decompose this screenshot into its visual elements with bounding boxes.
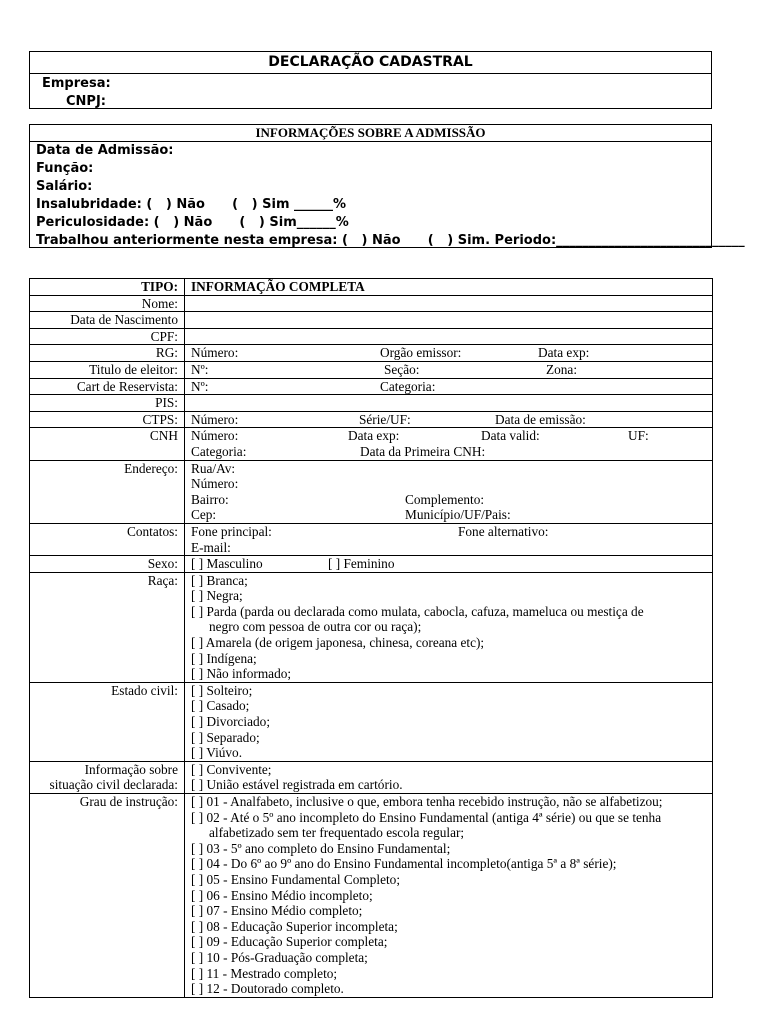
ctps-number-label: Número: bbox=[191, 411, 239, 427]
race-option-brown[interactable]: [ ] Parda (parda ou declarada como mulata, cabocla, cafuza, mameluca ou mestiça de bbox=[191, 603, 644, 619]
reservist-label: Cart de Reservista: bbox=[30, 378, 185, 395]
sex-label: Sexo: bbox=[30, 556, 185, 573]
pis-label: PIS: bbox=[30, 395, 185, 412]
civil-situation-label-line2: situação civil declarada: bbox=[49, 777, 178, 793]
rg-number-label: Número: bbox=[191, 345, 239, 361]
ctps-field[interactable] bbox=[185, 411, 713, 428]
address-field[interactable] bbox=[185, 460, 713, 523]
civil-situation-field bbox=[185, 761, 713, 793]
voter-title-label: Titulo de eleitor: bbox=[30, 361, 185, 378]
male-checkbox[interactable]: [ ] Masculino bbox=[191, 556, 263, 572]
civil-option-separated[interactable]: [ ] Separado; bbox=[191, 729, 260, 745]
race-option-not-informed[interactable]: [ ] Não informado; bbox=[191, 666, 292, 682]
ctps-issue-date-label: Data de emissão: bbox=[495, 411, 586, 427]
admission-date-line: Data de Admissão: bbox=[36, 143, 174, 158]
previous-employment-line: Trabalhou anteriormente nesta empresa: ( ) Não ( ) Sim. Periodo:_____________________________ bbox=[36, 233, 745, 248]
situation-option-cohabitant[interactable]: [ ] Convivente; bbox=[191, 761, 272, 777]
education-option-12[interactable]: [ ] 12 - Doutorado completo. bbox=[191, 981, 344, 997]
zip-label: Cep: bbox=[191, 507, 217, 523]
main-phone-label: Fone principal: bbox=[191, 523, 272, 539]
table-row bbox=[30, 411, 713, 428]
type-header: TIPO: bbox=[30, 279, 185, 296]
admission-title: INFORMAÇÕES SOBRE A ADMISSÃO bbox=[30, 125, 711, 142]
document-title: DECLARAÇÃO CADASTRAL bbox=[30, 52, 711, 74]
table-row bbox=[30, 523, 713, 555]
education-option-05[interactable]: [ ] 05 - Ensino Fundamental Completo; bbox=[191, 871, 401, 887]
race-field bbox=[185, 572, 713, 682]
education-option-04[interactable]: [ ] 04 - Do 6º ao 9º ano do Ensino Fundamental incompleto(antiga 5ª a 8ª série); bbox=[191, 856, 617, 872]
contacts-field[interactable] bbox=[185, 523, 713, 555]
sex-field bbox=[185, 556, 713, 573]
alt-phone-label: Fone alternativo: bbox=[458, 523, 549, 539]
insalubrity-line: Insalubridade: ( ) Não ( ) Sim ______% bbox=[36, 197, 347, 212]
email-label: E-mail: bbox=[191, 539, 231, 555]
reservist-field[interactable] bbox=[185, 378, 713, 395]
education-option-02[interactable]: [ ] 02 - Até o 5º ano incompleto do Ensino Fundamental (antiga 4ª série) ou que se tenha bbox=[191, 809, 662, 825]
cnh-label: CNH bbox=[30, 428, 185, 460]
street-label: Rua/Av: bbox=[191, 460, 236, 476]
civil-option-single[interactable]: [ ] Solteiro; bbox=[191, 682, 253, 698]
voter-section-label: Seção: bbox=[384, 361, 420, 377]
civil-situation-label-line1: Informação sobre bbox=[84, 761, 178, 777]
table-row bbox=[30, 761, 713, 793]
table-row bbox=[30, 794, 713, 998]
nome-label: Nome: bbox=[30, 295, 185, 312]
civil-status-label: Estado civil: bbox=[30, 682, 185, 761]
city-label: Município/UF/Pais: bbox=[405, 507, 511, 523]
cpf-field[interactable] bbox=[185, 328, 713, 345]
contacts-label: Contatos: bbox=[30, 523, 185, 555]
reservist-number-label: Nº: bbox=[191, 378, 209, 394]
company-header-box bbox=[29, 51, 712, 109]
address-number-label: Número: bbox=[191, 476, 239, 492]
education-option-09[interactable]: [ ] 09 - Educação Superior completa; bbox=[191, 934, 388, 950]
admission-info-box bbox=[29, 124, 745, 248]
education-option-03[interactable]: [ ] 03 - 5º ano completo do Ensino Fundamental; bbox=[191, 840, 451, 856]
civil-option-married[interactable]: [ ] Casado; bbox=[191, 698, 250, 714]
info-header: INFORMAÇÃO COMPLETA bbox=[185, 279, 713, 296]
table-row bbox=[30, 345, 713, 362]
education-option-10[interactable]: [ ] 10 - Pós-Graduação completa; bbox=[191, 949, 368, 965]
education-option-06[interactable]: [ ] 06 - Ensino Médio incompleto; bbox=[191, 887, 373, 903]
voter-number-label: Nº: bbox=[191, 361, 209, 377]
race-option-indigenous[interactable]: [ ] Indígena; bbox=[191, 650, 257, 666]
education-label: Grau de instrução: bbox=[30, 794, 185, 998]
personal-info-table bbox=[29, 278, 713, 998]
education-option-07[interactable]: [ ] 07 - Ensino Médio completo; bbox=[191, 903, 363, 919]
birthdate-field[interactable] bbox=[185, 312, 713, 329]
cnh-uf-label: UF: bbox=[628, 428, 649, 444]
rg-issuer-label: Orgão emissor: bbox=[380, 345, 462, 361]
cnh-exp-label: Data exp: bbox=[348, 428, 400, 444]
reservist-category-label: Categoria: bbox=[380, 378, 436, 394]
table-row bbox=[30, 295, 713, 312]
ctps-label: CTPS: bbox=[30, 411, 185, 428]
cnh-valid-label: Data valid: bbox=[481, 428, 540, 444]
race-label: Raça: bbox=[30, 572, 185, 682]
table-row bbox=[30, 378, 713, 395]
cnh-field[interactable] bbox=[185, 428, 713, 460]
civil-status-field bbox=[185, 682, 713, 761]
table-row bbox=[30, 572, 713, 682]
danger-pay-line: Periculosidade: ( ) Não ( ) Sim______% bbox=[36, 215, 349, 230]
address-label: Endereço: bbox=[30, 460, 185, 523]
education-option-02-continuation: alfabetizado sem ter frequentado escola regular; bbox=[209, 825, 465, 841]
cnh-first-date-label: Data da Primeira CNH: bbox=[360, 443, 486, 459]
education-option-08[interactable]: [ ] 08 - Educação Superior incompleta; bbox=[191, 918, 398, 934]
table-header-row bbox=[30, 279, 713, 296]
table-row bbox=[30, 395, 713, 412]
education-option-01[interactable]: [ ] 01 - Analfabeto, inclusive o que, embora tenha recebido instrução, não se alfabetizou; bbox=[191, 794, 663, 809]
civil-situation-label bbox=[30, 761, 185, 793]
race-option-white[interactable]: [ ] Branca; bbox=[191, 572, 248, 588]
voter-zone-label: Zona: bbox=[546, 361, 578, 377]
complement-label: Complemento: bbox=[405, 491, 485, 507]
female-checkbox[interactable]: [ ] Feminino bbox=[328, 556, 395, 572]
civil-option-widowed[interactable]: [ ] Viúvo. bbox=[191, 745, 243, 761]
pis-field[interactable] bbox=[185, 395, 713, 412]
table-row bbox=[30, 361, 713, 378]
nome-field[interactable] bbox=[185, 295, 713, 312]
cnpj-label: CNPJ: bbox=[66, 94, 106, 109]
voter-title-field[interactable] bbox=[185, 361, 713, 378]
civil-option-divorced[interactable]: [ ] Divorciado; bbox=[191, 714, 271, 730]
table-row bbox=[30, 460, 713, 523]
race-option-black[interactable]: [ ] Negra; bbox=[191, 588, 243, 604]
education-option-11[interactable]: [ ] 11 - Mestrado completo; bbox=[191, 965, 338, 981]
empresa-label: Empresa: bbox=[42, 76, 111, 91]
situation-option-stable-union[interactable]: [ ] União estável registrada em cartório. bbox=[191, 777, 403, 793]
function-line: Função: bbox=[36, 161, 94, 176]
cnh-number-label: Número: bbox=[191, 428, 239, 444]
race-option-brown-continuation: negro com pessoa de outra cor ou raça); bbox=[209, 619, 422, 635]
education-field bbox=[185, 794, 713, 998]
table-row bbox=[30, 556, 713, 573]
rg-label: RG: bbox=[30, 345, 185, 362]
birthdate-label: Data de Nascimento bbox=[30, 312, 185, 329]
rg-exp-label: Data exp: bbox=[538, 345, 590, 361]
district-label: Bairro: bbox=[191, 491, 229, 507]
rg-field[interactable] bbox=[185, 345, 713, 362]
table-row bbox=[30, 312, 713, 329]
table-row bbox=[30, 428, 713, 460]
race-option-yellow[interactable]: [ ] Amarela (de origem japonesa, chinesa, coreana etc); bbox=[191, 635, 485, 651]
table-row bbox=[30, 682, 713, 761]
cnh-category-label: Categoria: bbox=[191, 443, 247, 459]
salary-line: Salário: bbox=[36, 179, 93, 194]
cpf-label: CPF: bbox=[30, 328, 185, 345]
table-row bbox=[30, 328, 713, 345]
ctps-series-label: Série/UF: bbox=[359, 411, 411, 427]
